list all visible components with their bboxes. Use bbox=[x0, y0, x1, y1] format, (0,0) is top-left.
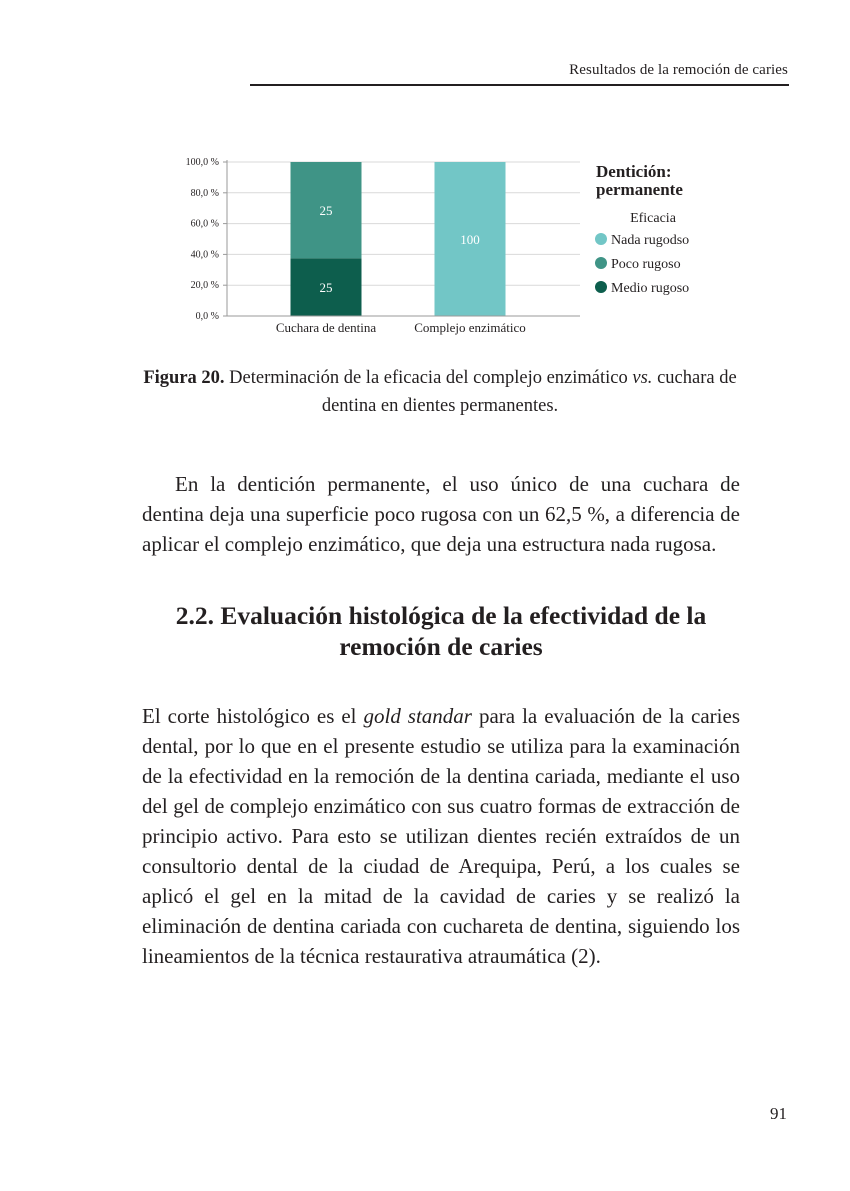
y-tick-label: 60,0 % bbox=[190, 218, 219, 230]
section-heading: 2.2. Evaluación histológica de la efectividad de la remoción de caries bbox=[175, 601, 707, 661]
paragraph-permanent-dentition: En la dentición permanente, el uso único de una cuchara de dentina deja una superficie poco rugosa con un 62,5 %, a diferencia de aplicar el complejo enzimático, que deja una estructura nada rugosa. bbox=[142, 472, 740, 556]
chart-title-line1: Dentición: bbox=[596, 162, 672, 181]
paragraph2-italic: gold standar bbox=[363, 704, 472, 728]
data-label: 100 bbox=[460, 232, 480, 247]
legend-label: Poco rugoso bbox=[611, 257, 681, 272]
y-tick-label: 100,0 % bbox=[185, 157, 219, 168]
data-label: 25 bbox=[319, 203, 333, 219]
paragraph2-after: para la evaluación de la caries dental, por lo que en el presente estudio se utiliza para la examinación de la efectividad en la remoción de la dentina cariada, mediante el uso del gel de complejo enzimático con sus cuatro formas de extracción de principio activo. Para esto se utilizan dientes recién extraídos de un consultorio dental de la ciudad de Arequipa, Perú, a los cuales se aplicó el gel en la mitad de la cavidad de caries y se realizó la eliminación de dentina cariada con cuchareta de dentina, siguiendo los lineamientos de la técnica restaurativa atraumática (2). bbox=[142, 704, 741, 968]
y-tick-label: 0,0 % bbox=[195, 311, 219, 322]
caption-vs: vs. bbox=[632, 368, 653, 388]
y-tick-label: 20,0 % bbox=[190, 280, 219, 292]
y-tick-label: 40,0 % bbox=[190, 249, 219, 261]
legend-marker bbox=[595, 281, 607, 293]
chart-title-line2: permanente bbox=[596, 180, 683, 199]
stacked-bar-chart bbox=[170, 150, 730, 345]
legend-title: Eficacia bbox=[630, 211, 676, 226]
running-header: Resultados de la remoción de caries bbox=[569, 62, 788, 78]
legend-label: Nada rugodso bbox=[611, 233, 690, 248]
paragraph-histological bbox=[142, 701, 740, 971]
caption-text-after: cuchara de dentina en dientes permanentes. bbox=[321, 368, 737, 416]
legend-label: Medio rugoso bbox=[611, 281, 690, 296]
figure-caption bbox=[138, 364, 742, 420]
legend-marker bbox=[595, 233, 607, 245]
x-category-label: Cuchara de dentina bbox=[275, 320, 377, 335]
paragraph2-before: El corte histológico es el bbox=[142, 704, 364, 728]
figure-label: Figura 20. bbox=[143, 368, 225, 388]
legend-marker bbox=[595, 257, 607, 269]
page-number: 91 bbox=[770, 1104, 787, 1123]
x-category-label: Complejo enzimático bbox=[414, 320, 526, 335]
caption-text-before: Determinación de la eficacia del complejo enzimático bbox=[229, 368, 633, 388]
data-label: 25 bbox=[319, 280, 333, 296]
header-rule bbox=[250, 84, 789, 86]
y-tick-label: 80,0 % bbox=[190, 187, 219, 199]
